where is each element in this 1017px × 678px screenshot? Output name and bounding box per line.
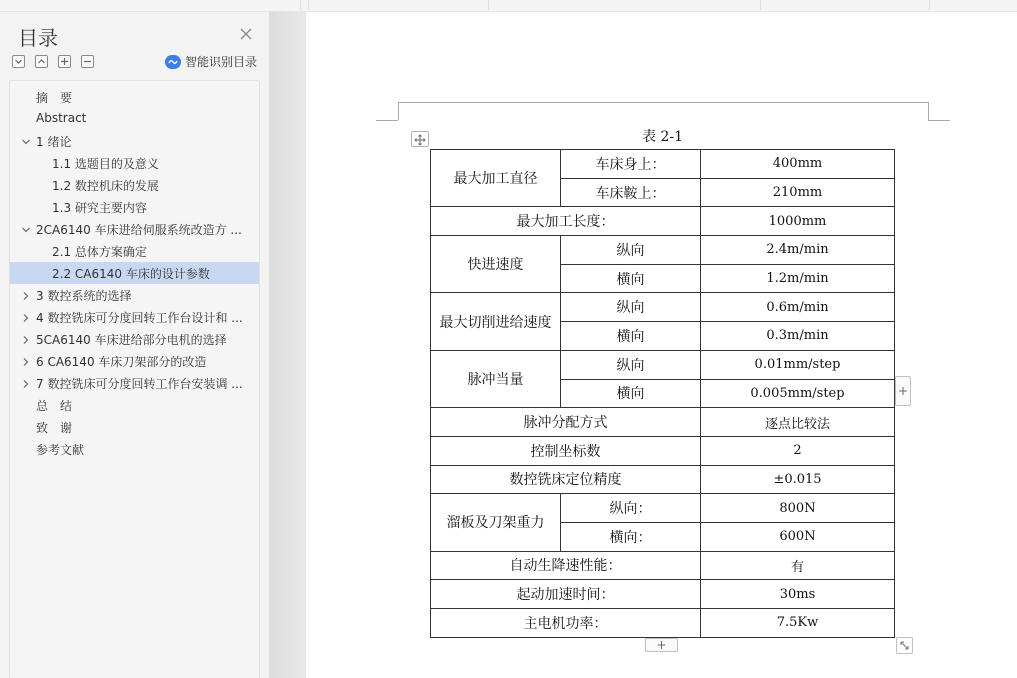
toc-sidebar: [0, 12, 270, 678]
add-heading-icon[interactable]: [58, 55, 71, 68]
table-cell-sublabel[interactable]: 横向: [561, 264, 701, 293]
chevron-right-icon[interactable]: [21, 312, 31, 322]
table-cell-label[interactable]: 脉冲当量: [431, 350, 561, 407]
toc-item-label: 致 谢: [36, 421, 73, 435]
table-cell-sublabel[interactable]: 横向: [561, 379, 701, 408]
table-cell-label[interactable]: 脉冲分配方式: [431, 408, 701, 437]
table-cell-value[interactable]: ±0.015: [701, 465, 895, 494]
chevron-right-icon[interactable]: [21, 356, 31, 366]
toc-item-label: Abstract: [36, 111, 87, 125]
toc-item-label: 2.2 CA6140 车床的设计参数: [52, 267, 210, 281]
table-cell-sublabel[interactable]: 横向：: [561, 522, 701, 551]
table-row: [431, 465, 895, 494]
ruler-tick: [929, 0, 930, 10]
table-row: [431, 494, 895, 523]
toc-item-label: 1.3 研究主要内容: [52, 201, 147, 215]
header-mark: [928, 120, 950, 121]
toc-item-label: 2CA6140 车床进给伺服系统改造方 ...: [36, 223, 242, 237]
chevron-right-icon[interactable]: [21, 378, 31, 388]
toc-item-label: 1.2 数控机床的发展: [52, 179, 159, 193]
table-cell-value[interactable]: 0.6m/min: [701, 293, 895, 322]
toc-item-label: 1 绪论: [36, 135, 72, 149]
toc-item[interactable]: [10, 218, 259, 240]
toc-item-label: 3 数控系统的选择: [36, 289, 132, 303]
table-row: [431, 236, 895, 265]
ruler-tick: [488, 0, 489, 10]
expand-all-icon[interactable]: [12, 55, 25, 68]
toc-item[interactable]: [10, 328, 259, 350]
toc-item[interactable]: [10, 262, 259, 284]
chevron-right-icon[interactable]: [21, 290, 31, 300]
chevron-right-icon[interactable]: [21, 334, 31, 344]
header-mark: [376, 120, 398, 121]
table-cell-sublabel[interactable]: 纵向: [561, 350, 701, 379]
toc-item[interactable]: [10, 240, 259, 262]
toc-item[interactable]: [10, 284, 259, 306]
table-cell-value[interactable]: 0.01mm/step: [701, 350, 895, 379]
table-cell-sublabel[interactable]: 纵向：: [561, 494, 701, 523]
table-cell-value[interactable]: 2: [701, 436, 895, 465]
toc-item-label: 1.1 选题目的及意义: [52, 157, 159, 171]
table-cell-value[interactable]: 800N: [701, 494, 895, 523]
toc-item[interactable]: [10, 152, 259, 174]
table-cell-value[interactable]: 有: [701, 551, 895, 580]
table-row: [431, 150, 895, 179]
toc-item[interactable]: [10, 438, 259, 460]
parameter-table: [430, 149, 895, 638]
toc-item[interactable]: [10, 306, 259, 328]
add-column-button[interactable]: +: [895, 376, 911, 406]
table-row: [431, 436, 895, 465]
table-cell-label[interactable]: 最大加工直径: [431, 150, 561, 207]
table-cell-value[interactable]: 2.4m/min: [701, 236, 895, 265]
remove-heading-icon[interactable]: [81, 55, 94, 68]
table-cell-value[interactable]: 0.005mm/step: [701, 379, 895, 408]
table-cell-label[interactable]: 快进速度: [431, 236, 561, 293]
table-cell-value[interactable]: 1.2m/min: [701, 264, 895, 293]
table-resize-handle[interactable]: [896, 637, 913, 654]
ruler-tick: [308, 0, 309, 10]
table-cell-sublabel[interactable]: 纵向: [561, 236, 701, 265]
toc-item[interactable]: [10, 130, 259, 152]
toc-item[interactable]: [10, 416, 259, 438]
table-row: [431, 350, 895, 379]
smart-toc-button[interactable]: [165, 53, 257, 70]
toc-item[interactable]: [10, 86, 259, 108]
toc-item-label: 4 数控铣床可分度回转工作台设计和 ...: [36, 311, 243, 325]
toc-title: 目录: [18, 26, 58, 50]
chevron-down-icon[interactable]: [21, 224, 31, 234]
ruler-tick: [300, 0, 301, 10]
table-cell-value[interactable]: 600N: [701, 522, 895, 551]
table-cell-value[interactable]: 210mm: [701, 178, 895, 207]
table-cell-value[interactable]: 0.3m/min: [701, 322, 895, 351]
table-row: [431, 609, 895, 638]
toc-item-label: 摘 要: [36, 91, 73, 105]
table-row: [431, 551, 895, 580]
toc-item-label: 6 CA6140 车床刀架部分的改造: [36, 355, 207, 369]
table-caption: 表 2-1: [642, 129, 683, 145]
table-cell-label[interactable]: 控制坐标数: [431, 436, 701, 465]
table-row: [431, 207, 895, 236]
table-cell-label[interactable]: 最大加工长度：: [431, 207, 701, 236]
table-cell-label[interactable]: 自动生降速性能：: [431, 551, 701, 580]
table-cell-value[interactable]: 30ms: [701, 580, 895, 609]
table-row: [431, 580, 895, 609]
header-mark: [928, 102, 929, 120]
table-cell-label[interactable]: 主电机功率：: [431, 609, 701, 638]
table-cell-value[interactable]: 1000mm: [701, 207, 895, 236]
smart-toc-label: 智能识别目录: [185, 55, 258, 69]
ruler-strip: [0, 0, 1017, 12]
toc-item[interactable]: [10, 350, 259, 372]
toc-item-label: 2.1 总体方案确定: [52, 245, 147, 259]
ruler-tick: [760, 0, 761, 10]
toc-item[interactable]: [10, 196, 259, 218]
toc-toolbar: [12, 55, 94, 69]
table-cell-sublabel[interactable]: 纵向: [561, 293, 701, 322]
page-gutter: [270, 12, 306, 678]
table-cell-sublabel[interactable]: 车床鞍上：: [561, 178, 701, 207]
toc-item-label: 5CA6140 车床进给部分电机的选择: [36, 333, 227, 347]
header-line: [398, 102, 928, 103]
table-cell-sublabel[interactable]: 车床身上：: [561, 150, 701, 179]
close-icon[interactable]: [238, 26, 254, 42]
toc-list: [9, 80, 260, 678]
collapse-all-icon[interactable]: [35, 55, 48, 68]
table-move-handle[interactable]: [411, 131, 429, 147]
add-row-button[interactable]: +: [645, 638, 678, 652]
table-cell-label[interactable]: 最大切削进给速度: [431, 293, 561, 350]
table-cell-label[interactable]: 起动加速时间：: [431, 580, 701, 609]
toc-item-label: 总 结: [36, 399, 73, 413]
table-cell-label[interactable]: 溜板及刀架重力: [431, 494, 561, 551]
toc-item[interactable]: [10, 108, 259, 130]
table-cell-value[interactable]: 7.5Kw: [701, 609, 895, 638]
table-row: [431, 408, 895, 437]
chevron-down-icon[interactable]: [21, 136, 31, 146]
header-mark: [398, 102, 399, 120]
table-cell-sublabel[interactable]: 横向: [561, 322, 701, 351]
smart-icon: [165, 55, 181, 69]
table-cell-label[interactable]: 数控铣床定位精度: [431, 465, 701, 494]
toc-item[interactable]: [10, 394, 259, 416]
toc-item-label: 7 数控铣床可分度回转工作台安装调 ...: [36, 377, 243, 391]
table-row: [431, 293, 895, 322]
table-cell-value[interactable]: 400mm: [701, 150, 895, 179]
toc-item-label: 参考文献: [36, 443, 85, 457]
toc-item[interactable]: [10, 372, 259, 394]
table-cell-value[interactable]: 逐点比较法: [701, 408, 895, 437]
toc-item[interactable]: [10, 174, 259, 196]
